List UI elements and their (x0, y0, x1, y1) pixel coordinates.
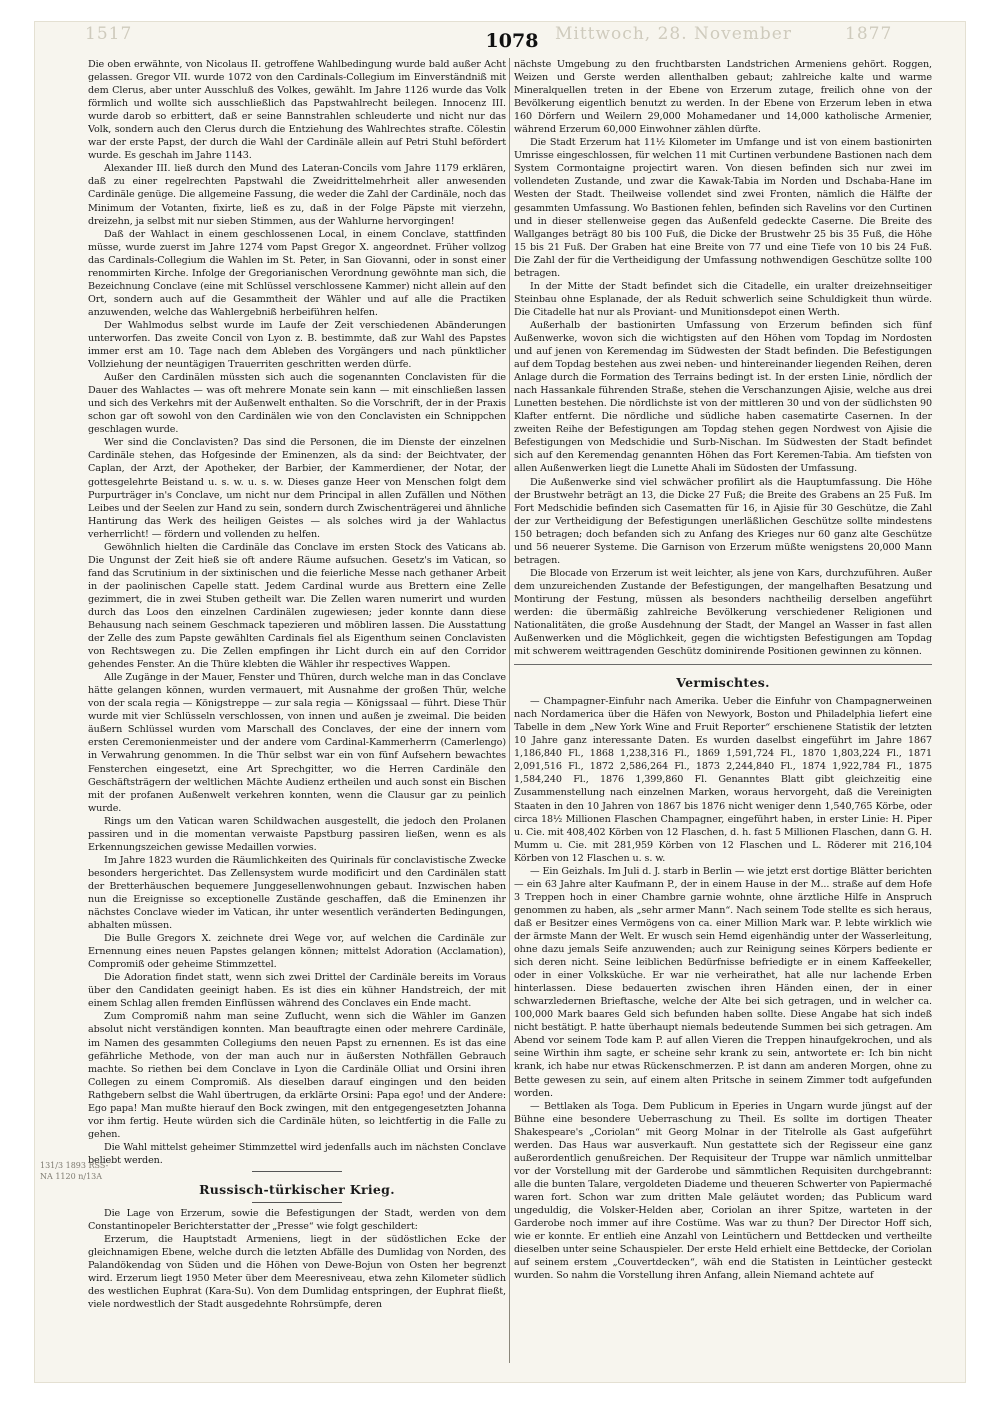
bleed-through-header-left: 1517 (85, 24, 133, 44)
paragraph: Die Lage von Erzerum, sowie die Befestigungen der Stadt, werden von dem Constantinopeler Berichterstatter der „Presse“ wie folgt geschildert: (88, 1207, 506, 1233)
section-rule (514, 664, 932, 665)
section-heading-war: Russisch-türkischer Krieg. (199, 1181, 395, 1197)
paragraph: — Champagner-Einfuhr nach Amerika. Ueber die Einfuhr von Champagnerweinen nach Nordamerica über die Häfen von Newyork, Boston und Philadelphia liefert eine Tabelle in dem „New York Wine and Fruit Reporter“ erschienene Statistik der letzten 10 Jahre ganz interessante Daten. Es wurden daselbst eingeführt im Jahre 1867 1,186,840 Fl., 1868 1,238,316 Fl., 1869 1,591,724 Fl., 1870 1,803,224 Fl., 1871 2,091,516 Fl., 1872 2,586,264 Fl., 1873 2,244,840 Fl., 1874 1,922,784 Fl., 1875 1,584,240 Fl., 1876 1,399,860 Fl. Genanntes Blatt gibt gleichzeitig eine Zusammenstellung nach einzelnen Marken, woraus hervorgeht, daß die Vereinigten Staaten in den 10 Jahren von 1867 bis 1876 nicht weniger denn 1,540,765 Körbe, oder circa 18½ Millionen Flaschen Champagner, eingeführt haben, in erster Linie: H. Piper u. Cie. mit 408,402 Körben von 12 Flaschen, d. h. fast 5 Millionen Flaschen, dann G. H. Mumm u. Cie. mit 281,959 Körben von 12 Flaschen und L. Röderer mit 216,104 Körben von 12 Flaschen u. s. w. (514, 696, 932, 864)
paragraph: Daß der Wahlact in einem geschlossenen Local, in einem Conclave, stattfinden müsse, wurde zuerst im Jahre 1274 vom Papst Gregor X. angeordnet. Früher vollzog das Cardinals-Collegium die Wahlen im St. Peter, in San Giovanni, oder in sonst einer renommirten Kirche. Infolge der Gregorianischen Verordnung gewöhnte man sich, die Bezeichnung Conclave (eine mit Schlüssel verschlossene Kammer) nicht allein auf den Ort, sondern auch auf die Gesammtheit der Wähler und auf alle die Practiken anzuwenden, welche das Wahlergebniß herbeiführen helfen. (88, 228, 506, 318)
right-column (514, 58, 932, 1378)
paragraph: — Bettlaken als Toga. Dem Publicum in Eperies in Ungarn wurde jüngst auf der Bühne eine besondere Ueberraschung zu Theil. Es sollte im dortigen Theater Shakespeare's „Coriolan“ mit Georg Molnar in der Titelrolle als Gast aufgeführt werden. Das Haus war ausverkauft. Nun gestattete sich der Regisseur eine ganz außerordentlich genußreichen. Der Requisiteur der Truppe war nämlich unmittelbar vor der Vorstellung mit der Garderobe und sämmtlichen Requisiten durchgebrannt: alle die bunten Talare, vergoldeten Diademe und theueren Schwerter von Papiermaché waren fort. Schon war zum dritten Male geläutet worden; das Publicum ward ungeduldig, die Volsker-Helden aber, Coriolan an ihrer Spitze, warteten in der Garderobe noch immer auf ihre Costüme. Was war zu thun? Der Director Hoff sich, wie er konnte. Er entlieh eine Anzahl von Leintüchern und Bettdecken und vertheilte dieselben unter seine Schauspieler. Der erste Held erhielt eine Bettdecke, der Coriolan auf seinem erstem „Couvertdecken“, wäh end die Statisten in Leintücher gesteckt wurden. So nahm die Vorstellung ihren Anfang, allein Niemand achtete auf (514, 1100, 932, 1282)
column-divider (509, 58, 510, 1363)
section-rule (252, 1202, 342, 1203)
section-rule (252, 1171, 342, 1172)
paragraph: nächste Umgebung zu den fruchtbarsten Landstrichen Armeniens gehört. Roggen, Weizen und Gerste werden allenthalben gebaut; zahlreiche kalte und warme Mineralquellen treten in der Ebene von Erzerum zutage, freilich ohne von der Bevölkerung eigentlich benutzt zu werden. In der Ebene von Erzerum leben in etwa 160 Dörfern und Weilern 29,000 Mohamedaner und 14,000 katholische Armenier, während Erzerum 60,000 Einwohner zählen dürfte. (514, 59, 932, 136)
paragraph: — Ein Geizhals. Im Juli d. J. starb in Berlin — wie jetzt erst dortige Blätter berichten — ein 63 Jahre alter Kaufmann P., der in einem Hause in der M... straße auf dem Hofe 3 Treppen hoch in einer Chambre garnie wohnte, ohne ärztliche Hilfe in Anspruch genommen zu haben, als „sehr armer Mann“. Nach seinem Tode stellte es sich heraus, daß er Besitzer eines Vermögens von ca. einer Million Mark war. P. lebte wirklich wie der ärmste Mann der Welt. Er wusch sein Hemd eigenhändig unter der Wasserleitung, ohne dazu jemals Seife anzuwenden; auch zur Reinigung seines Körpers bediente er sich deren nicht. Seine leiblichen Bedürfnisse befriedigte er in einem Kaffeekeller, oder in einer Volksküche. Er war nie verheirathet, hat alle nur lachende Erben hinterlassen. Diese bedauerten zwischen ihren Händen einen, der in einer schwarzledernen Brieftasche, welche der Alte bei sich getragen, und in welcher ca. 100,000 Mark baares Geld sich befunden haben sollte. Diese Angabe hat sich indeß nicht bestätigt. P. hatte überhaupt niemals bedeutende Summen bei sich getragen. Am Abend vor seinem Tode kam P. auf allen Vieren die Treppen hinaufgekrochen, und als seine Wirthin ihm sagte, er scheine sehr krank zu sein, antwortete er: Ich bin nicht krank, ich habe nur etwas Rückenschmerzen. P. ist dann am anderen Morgen, ohne zu Bette gewesen zu sein, auf einem alten Pritsche in seinem Zimmer todt aufgefunden worden. (514, 865, 932, 1099)
bleed-through-header-right: 1877 (845, 24, 893, 44)
paragraph: Alle Zugänge in der Mauer, Fenster und Thüren, durch welche man in das Conclave hätte gelangen können, wurden vermauert, mit Ausnahme der großen Thür, welche von der scala regia — Königstreppe — zur sala regia — Königssaal — führt. Diese Thür wurde mit vier Schlüsseln verschlossen, von innen und außen je zweimal. Die beiden äußern Schlüssel wurden vom Marschall des Conclaves, der eine der innern vom ersten Ceremonienmeister und der andere vom Cardinal-Kammerherrn (Camerlengo) in Verwahrung genommen. In die Thür selbst war ein von fünf Aufsehern bewachtes Fensterchen eingesetzt, eine Art Sprechgitter, wo die Herren Cardinäle den Geschäftsträgern der weltlichen Mächte Audienz ertheilen und auch sonst ein Bischen mit der profanen Außenwelt verkehren konnten, wenn die Clausur gar zu peinlich wurde. (88, 672, 506, 814)
paragraph: Alexander III. ließ durch den Mund des Lateran-Concils vom Jahre 1179 erklären, daß zu einer regelrechten Papstwahl die Zweidrittelmehrheit aller anwesenden Cardinäle genüge. Die allgemeine Fassung, die weder die Zahl der Cardinäle, noch das Minimum der Votanten, fixirte, ließ es zu, daß in der Folge Päpste mit vierzehn, dreizehn, ja selbst mit nur sieben Stimmen, aus der Wahlurne hervorgingen! (88, 163, 506, 227)
paragraph: Die Adoration findet statt, wenn sich zwei Drittel der Cardinäle bereits im Voraus über den Candidaten geeinigt haben. Es ist dies ein kühner Handstreich, der mit einem Schlag allen fremden Einflüssen während des Conclaves ein Ende macht. (88, 972, 506, 1010)
paragraph: Die Bulle Gregors X. zeichnete drei Wege vor, auf welchen die Cardinäle zur Ernennung eines neuen Papstes gelangen können; mittelst Adoration (Acclamation), Compromiß oder geheime Stimmzettel. (88, 933, 506, 971)
paragraph: Die Wahl mittelst geheimer Stimmzettel wird jedenfalls auch im nächsten Conclave beliebt werden. (88, 1141, 506, 1166)
left-column (88, 58, 506, 1378)
paragraph: Die Stadt Erzerum hat 11½ Kilometer im Umfange und ist von einem bastionirten Umrisse eingeschlossen, für welchen 11 mit Curtinen verbundene Bastionen nach dem System Cormontaigne projectirt waren. Von diesen befinden sich nur zwei im vollendeten Zustande, und zwar die Kawak-Tabia im Norden und Dschaba-Hane im Westen der Stadt. Theilweise vollendet sind zwei Fronten, nämlich die Hälfte der gesammten Umfassung. Wo Bastionen fehlen, befinden sich Ravelins vor den Curtinen und in dieser stellenweise gegen das Außenfeld gedeckte Caserne. Die Breite des Wallganges beträgt 80 bis 100 Fuß, die Dicke der Brustwehr 25 bis 35 Fuß, die Höhe 15 bis 21 Fuß. Der Graben hat eine Breite von 77 und eine Tiefe von 10 bis 24 Fuß. Die Zahl der für die Vertheidigung der Umfassung nothwendigen Geschütze sollte 100 betragen. (514, 137, 932, 279)
library-stamp: 131/3 1893 RSS-NA 1120 n/13A (40, 1161, 109, 1181)
paragraph: Die Blocade von Erzerum ist weit leichter, als jene von Kars, durchzuführen. Außer dem unzureichenden Zustande der Befestigungen, der mangelhaften Besatzung und Montirung der Festung, müssen als besonders nachtheilig derselben angeführt werden: die übermäßig zahlreiche Bevölkerung verschiedener Religionen und Nationalitäten, die große Ausdehnung der Stadt, der Mangel an Wasser in fast allen Außenwerken und die Möglichkeit, gegen die wichtigsten Befestigungen am Topdag mit schwerem weittragenden Geschütz dominirende Positionen gewinnen zu können. (514, 567, 932, 658)
page-number: 1078 (485, 30, 539, 52)
paragraph: Die Außenwerke sind viel schwächer profilirt als die Hauptumfassung. Die Höhe der Brustwehr beträgt an 13, die Dicke 27 Fuß; die Breite des Grabens an 25 Fuß. Im Fort Medschidie befinden sich Casematten für 16, in Ajisie für 30 Geschütze, die Zahl der zur Vertheidigung der Befestigungen unerläßlichen Geschütze sollte mindestens 150 betragen; doch befanden sich zu Anfang des Krieges nur 60 ganz alte Geschütze und 56 neuerer Systeme. Die Garnison von Erzerum müßte wenigstens 20,000 Mann betragen. (514, 476, 932, 566)
paragraph: Gewöhnlich hielten die Cardinäle das Conclave im ersten Stock des Vaticans ab. Die Ungunst der Zeit hieß sie oft andere Räume aufsuchen. Gesetz's im Vatican, so fand das Scrutinium in der sixtinischen und die feierliche Messe nach gethaner Arbeit in der paolinischen Capelle statt. Jedem Cardinal wurde aus Brettern eine Zelle gezimmert, die in zwei Stuben getheilt war. Die Zellen waren numerirt und wurden durch das Loos den einzelnen Cardinälen zugewiesen; jeder konnte dann diese Behausung nach seinem Geschmack tapezieren und möbliren lassen. Die Ausstattung der Zelle des zum Papste gewählten Cardinals fiel als Eigenthum seinen Conclavisten von Rechtswegen zu. Die Zellen empfingen ihr Licht durch ein auf den Corridor gehendes Fenster. An die Thüre klebten die Wähler ihr respectives Wappen. (88, 541, 506, 671)
paragraph: Die oben erwähnte, von Nicolaus II. getroffene Wahlbedingung wurde bald außer Acht gelassen. Gregor VII. wurde 1072 von den Cardinals-Collegium im Einverständniß mit dem Clerus, aber unter Ausschluß des Volkes, gewählt. Im Jahre 1126 wurde das Volk förmlich und wollte sich ausschließlich das Papstwahlrecht beilegen. Innocenz III. wurde darob so erbittert, daß er seine Bannstrahlen schleuderte und nicht nur das Volk, sondern auch den Clerus durch die Entziehung des Wahlrechtes strafte. Cölestin war der erste Papst, der durch die Wahl der Cardinäle allein auf Petri Stuhl befördert wurde. Es geschah im Jahre 1143. (88, 59, 506, 162)
paragraph: Außer den Cardinälen müssten sich auch die sogenannten Conclavisten für die Dauer des Wahlactes — was oft mehrere Monate sein kann — mit einschließen lassen und sich des Verkehrs mit der Außenwelt enthalten. So die Vorschrift, der in der Praxis schon gar oft sowohl von den Cardinälen wie von den Conclavisten ein Schnippchen geschlagen wurde. (88, 372, 506, 436)
paragraph: Erzerum, die Hauptstadt Armeniens, liegt in der südöstlichen Ecke der gleichnamigen Ebene, welche durch die letzten Abfälle des Dumlidag von Norden, des Palandökendag von Süden und die Höhen von Dewe-Bojun von Osten her begrenzt wird. Erzerum liegt 1950 Meter über dem Meeresniveau, etwa zehn Kilometer südlich des westlichen Euphrat (Kara-Su). Von dem Dumlidag entspringen, der Euphrat fließt, viele nordwestlich der Stadt ausgedehnte Rohrsümpfe, deren (88, 1234, 506, 1311)
section-heading-misc: Vermischtes. (676, 675, 770, 691)
paragraph: Der Wahlmodus selbst wurde im Laufe der Zeit verschiedenen Abänderungen unterworfen. Das zweite Concil von Lyon z. B. bestimmte, daß zur Wahl des Papstes immer erst am 10. Tage nach dem Ableben des Vorgängers und nach pünktlicher Vollziehung der neuntägigen Trauerriten geschritten werden dürfe. (88, 319, 506, 371)
paragraph: Zum Compromiß nahm man seine Zuflucht, wenn sich die Wähler im Ganzen absolut nicht verständigen konnten. Man beauftragte einen oder mehrere Cardinäle, im Namen des gesammten Collegiums den neuen Papst zu ernennen. Es ist das eine gefährliche Methode, von der man auch nur in äußersten Nothfällen Gebrauch machte. So riethen bei dem Conclave in Lyon die Cardinäle Olliat und Orsini ihren Collegen zu einem Compromiß. Als dieselben darauf eingingen und den beiden Rathgebern selbst die Wahl übertrugen, da erklärte Orsini: Papa ego! und der Andere: Ego papa! Man mußte hierauf den Bock zwingen, mit den entgegengesetzten Johanna vor ihm fertig. Heute würden sich die Cardinäle hüten, so leichtfertig in die Falle zu gehen. (88, 1011, 506, 1140)
paragraph: Im Jahre 1823 wurden die Räumlichkeiten des Quirinals für conclavistische Zwecke besonders hergerichtet. Das Zellensystem wurde modificirt und den Cardinälen statt der Bretterhäuschen bequemere Junggesellenwohnungen gebaut. Inzwischen haben nun die Ereignisse so exceptionelle Zustände geschaffen, daß die Eminenzen ihr nächstes Conclave wieder im Vatican, ihr unter wesentlich veränderten Bedingungen, abhalten müssen. (88, 854, 506, 932)
paragraph: Außerhalb der bastionirten Umfassung von Erzerum befinden sich fünf Außenwerke, wovon sich die wichtigsten auf den Höhen vom Topdag im Nordosten und auf jenen von Keremendag im Südwesten der Stadt befinden. Die Befestigungen auf dem Topdag bestehen aus zwei neben- und hintereinander liegenden Reihen, deren Anlage durch die Formation des Terrains bedingt ist. In der ersten Linie, nördlich der nach Hassankale führenden Straße, stehen die Verschanzungen Ajisie, welche aus drei Lunetten bestehen. Die nördlichste ist von der mittleren 30 und von der südlichsten 90 Klafter entfernt. Die nördliche und südliche haben casematirte Casernen. In der zweiten Reihe der Befestigungen am Topdag stehen gegen Nordwest von Ajisie die Befestigungen von Medschidie und Surb-Nischan. Im Südwesten der Stadt befindet sich auf den Keremendag genannten Höhen das Fort Keremen-Tabia. Am tiefsten von allen Außenwerken liegt die Lunette Ahali im Südosten der Umfassung. (514, 319, 932, 475)
paragraph: Wer sind die Conclavisten? Das sind die Personen, die im Dienste der einzelnen Cardinäle stehen, das Hofgesinde der Eminenzen, als da sind: der Beichtvater, der Caplan, der Arzt, der Apotheker, der Barbier, der Kammerdiener, der Notar, der gottesgelehrte Beistand u. s. w. u. s. w. Dieses ganze Heer von Menschen folgt dem Purpurträger in's Conclave, um nicht nur dem Principal in allen Zufällen und Nöthen Leibes und der Seelen zur Hand zu sein, sondern durch Zwischenträgerei und ähnliche Hantirung das Werk des heiligen Geistes — als solches wird ja der Wahlactus verherrlicht! — fördern und vollenden zu helfen. (88, 437, 506, 540)
bleed-through-header-date: Mittwoch, 28. November (555, 24, 792, 44)
paragraph: In der Mitte der Stadt befindet sich die Citadelle, ein uralter dreizehnseitiger Steinbau ohne Esplanade, der als Reduit schwerlich seine Schuldigkeit thun würde. Die Citadelle hat nur als Proviant- und Munitionsdepot einen Werth. (514, 280, 932, 318)
paragraph: Rings um den Vatican waren Schildwachen ausgestellt, die jedoch den Prolanen passiren und in die momentan verwaiste Papstburg passiren ließen, wenn es als Erkennungszeichen gewisse Medaillen vorwies. (88, 815, 506, 853)
